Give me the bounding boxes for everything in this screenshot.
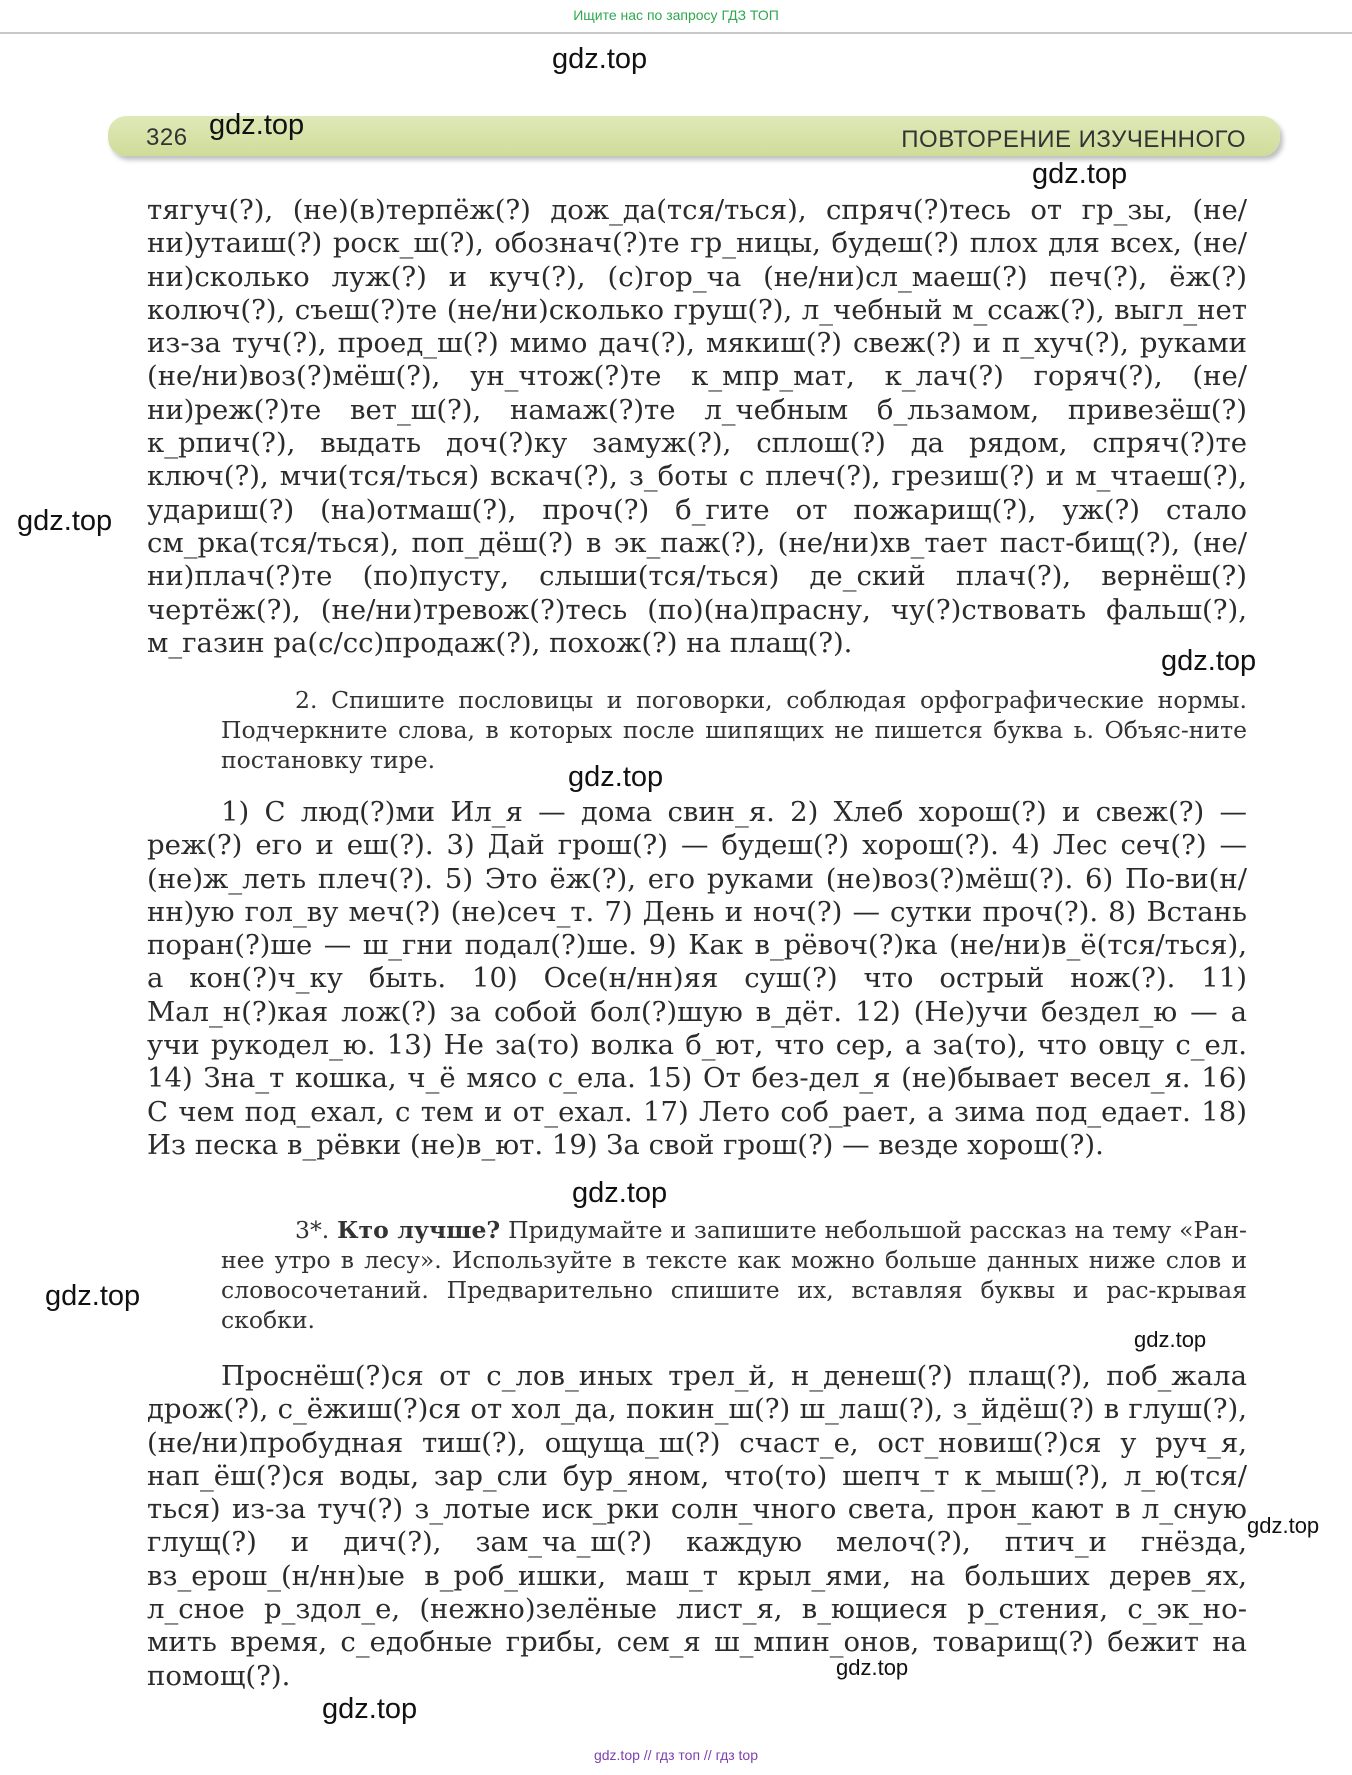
watermark: gdz.top [45, 1280, 141, 1312]
watermark: gdz.top [322, 1693, 418, 1725]
watermark: gdz.top [552, 43, 648, 75]
task-2-instruction [221, 685, 1247, 775]
task-3-title: Кто лучше? [337, 1216, 501, 1244]
page-number: 326 [146, 124, 188, 151]
watermark: gdz.top [572, 1177, 668, 1209]
section-title: ПОВТОРЕНИЕ ИЗУЧЕННОГО [901, 126, 1246, 153]
top-banner [0, 0, 1352, 34]
watermark: gdz.top [1247, 1513, 1320, 1538]
task-2-text: Спишите пословицы и поговорки, соблюдая орфографические нормы. Подчеркните слова, в которых после шипящих не пишется буква ь. Объяс-ните постановку тире. [221, 686, 1247, 774]
watermark: gdz.top [17, 505, 113, 537]
task-3-text: Придумайте и запишите небольшой рассказ на тему «Ран-нее утро в лесу». Используйте в тексте как можно больше данных ниже слов и словосочетаний. Предварительно спишите их, вставляя буквы и рас-крывая скобки. [221, 1216, 1247, 1334]
task-3-instruction [221, 1215, 1247, 1335]
watermark: gdz.top [209, 109, 305, 141]
footer-links[interactable]: gdz.top // гдз топ // гдз top [593, 1747, 759, 1763]
task-3-number: 3*. [295, 1216, 330, 1244]
task-2-number: 2. [295, 686, 318, 714]
task-3-words: Проснёш(?)ся от с_лов_иных трел_й, н_денеш(?) плащ(?), поб_жала дрож(?), с_ёжиш(?)ся от хол_да, покин_ш(?) ш_лаш(?), з_йдёш(?) в глуш(?), (не/ни)пробудная тиш(?), ощуща_ш(?) счаст_е, ост_новиш(?)ся у руч_я, нап_ёш(?)ся воды, зар_сли бур_яном, что(то) шепч_т к_мыш(?), л_ю(тся/ться) из-за туч(?) з_лотые иск_рки солн_чного света, прон_кают в л_сную глущ(?) и дич(?), зам_ча_ш(?) каждую мелоч(?), птич_и гнёзда, вз_ерош_(н/нн)ые в_роб_ишки, маш_т крыл_ями, на больших дерев_ях, л_сное р_здол_е, (нежно)зелёные лист_я, в_ющиеся р_стения, с_эк_но-мить время, с_едобные грибы, сем_я ш_мпин_онов, товарищ(?) бежит на помощ(?). [147, 1360, 1247, 1692]
watermark: gdz.top [1161, 645, 1257, 677]
top-banner-link[interactable]: Ищите нас по запросу ГДЗ ТОП [573, 7, 779, 23]
watermark: gdz.top [1134, 1327, 1207, 1352]
watermark: gdz.top [1032, 158, 1128, 190]
watermark: gdz.top [836, 1655, 909, 1680]
task-2-proverbs: 1) С люд(?)ми Ил_я — дома свин_я. 2) Хлеб хорош(?) и свеж(?) — реж(?) его и еш(?). 3) Дай грош(?) — будеш(?) хорош(?). 4) Лес сеч(?) — (не)ж_леть плеч(?). 5) Это ёж(?), его руками (не)воз(?)мёш(?). 6) По-ви(н/нн)ую гол_ву меч(?) (не)сеч_т. 7) День и ноч(?) — сутки проч(?). 8) Встань поран(?)ше — ш_гни подал(?)ше. 9) Как в_рёвоч(?)ка (не/ни)в_ё(тся/ться), а кон(?)ч_ку быть. 10) Осе(н/нн)яя суш(?) что острый нож(?). 11) Мал_н(?)кая лож(?) за собой бол(?)шую в_дёт. 12) (Не)учи бездел_ю — а учи рукодел_ю. 13) Не за(то) волка б_ют, что сер, а за(то), что овцу с_ел. 14) Зна_т кошка, ч_ё мясо с_ела. 15) От без-дел_я (не)бывает весел_я. 16) С чем под_ехал, с тем и от_ехал. 17) Лето соб_рает, а зима под_едает. 18) Из песка в_рёвки (не)в_ют. 19) За свой грош(?) — везде хорош(?). [147, 796, 1247, 1161]
watermark: gdz.top [568, 761, 664, 793]
exercise-text: тягуч(?), (не)(в)терпёж(?) дож_да(тся/ться), спряч(?)тесь от гр_зы, (не/ни)утаиш(?) роск_ш(?), обознач(?)те гр_ницы, будеш(?) плох для всех, (не/ни)сколько луж(?) и куч(?), (с)гор_ча (не/ни)сл_маеш(?) печ(?), ёж(?) колюч(?), съеш(?)те (не/ни)сколько груш(?), л_чебный м_ссаж(?), выгл_нет из-за туч(?), проед_ш(?) мимо дач(?), мякиш(?) свеж(?) и п_хуч(?), руками (не/ни)воз(?)мёш(?), ун_чтож(?)те к_мпр_мат, к_лач(?) горяч(?), (не/ни)реж(?)те вет_ш(?), намаж(?)те л_чебным б_льзамом, привезёш(?) к_рпич(?), выдать доч(?)ку замуж(?), сплош(?) да рядом, спряч(?)те ключ(?), мчи(тся/ться) вскач(?), з_боты с плеч(?), грезиш(?) и м_чтаеш(?), удариш(?) (на)отмаш(?), проч(?) б_гите от пожарищ(?), уж(?) стало см_рка(тся/ться), поп_дёш(?) в эк_паж(?), (не/ни)хв_тает паст-бищ(?), (не/ни)плач(?)те (по)пусту, слыши(тся/ться) де_ский плач(?), вернёш(?) чертёж(?), (не/ни)тревож(?)тесь (по)(на)прасну, чу(?)ствовать фальш(?), м_газин ра(с/сс)продаж(?), похож(?) на плащ(?). [147, 194, 1247, 659]
